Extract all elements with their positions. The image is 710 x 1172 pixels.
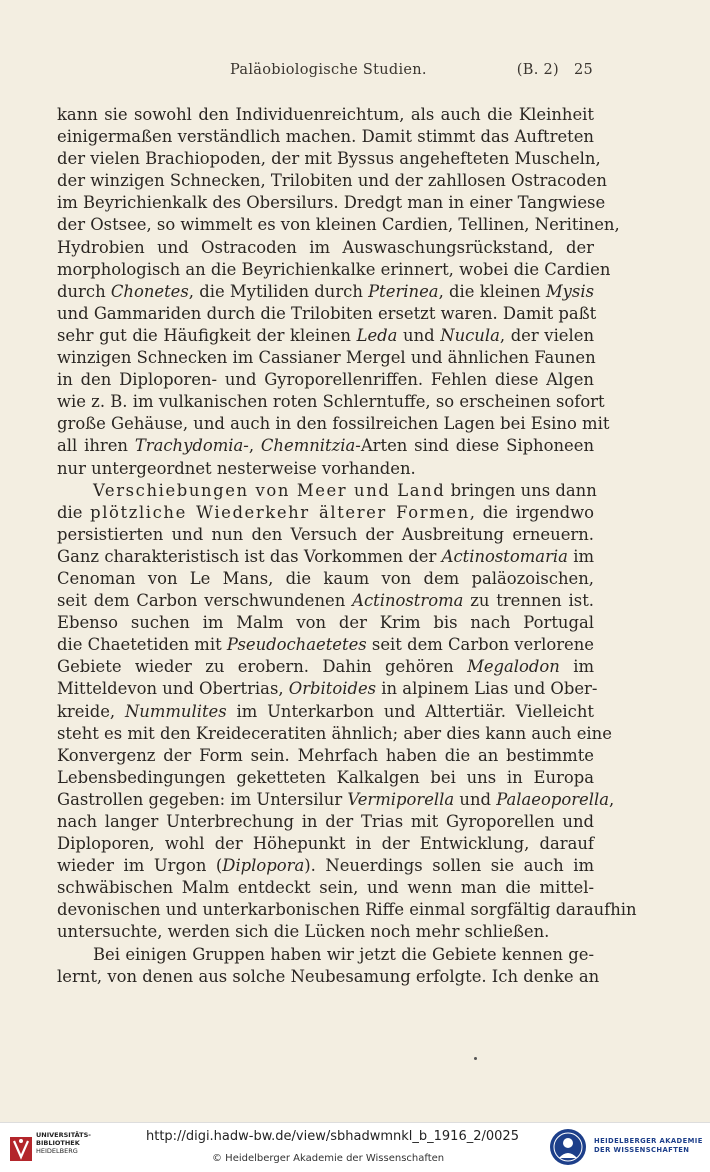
text-line — [57, 502, 594, 524]
text-run: im Beyrichienkalk des Obersilurs. Dredgt man in einer Tangwiese — [57, 193, 606, 213]
text-run: Konvergenz der Form sein. Mehrfach haben die an bestimmte — [57, 745, 594, 765]
text-run: wieder im Urgon ( — [57, 856, 223, 876]
text-line — [57, 723, 612, 745]
text-line — [57, 833, 594, 855]
viewer-footer — [0, 1122, 710, 1172]
text-line — [57, 480, 597, 502]
text-run: Diploporen, wohl der Höhepunkt in der Entwicklung, darauf — [57, 834, 594, 854]
text-run: einigermaßen verständlich machen. Damit stimmt das Auftreten — [57, 127, 594, 147]
text-line — [57, 789, 615, 811]
university-library-name: UNIVERSITÄTS- BIBLIOTHEK HEIDELBERG — [36, 1131, 91, 1155]
text-line — [57, 126, 594, 148]
text-run: nur untergeordnet nesterweise vorhanden. — [57, 458, 416, 478]
text-run: und — [454, 789, 497, 809]
text-line — [57, 524, 594, 546]
text-line — [57, 568, 594, 590]
text-run: zu trennen ist. — [463, 591, 594, 611]
text-run: der Ostsee, so wimmelt es von kleinen Cardien, Tellinen, Neritinen, — [57, 215, 620, 235]
text-run: durch — [57, 281, 111, 301]
taxon-name: Pterinea — [368, 281, 439, 301]
text-line — [57, 590, 594, 612]
text-line — [57, 148, 601, 170]
print-speck — [474, 1057, 477, 1060]
text-run: und Gammariden durch die Trilobiten ersetzt waren. Damit paßt — [57, 303, 597, 323]
text-run: , — [609, 789, 615, 809]
text-run: , die irgendwo — [469, 502, 594, 522]
text-line — [57, 966, 600, 988]
text-run: plötzliche Wiederkehr älterer Formen — [90, 502, 470, 522]
text-run: Gebiete wieder zu erobern. Dahin gehören — [57, 657, 468, 677]
academy-name: HEIDELBERGER AKADEMIE DER WISSENSCHAFTEN — [594, 1137, 703, 1154]
taxon-name: Megalodon — [467, 657, 560, 677]
page-number: 25 — [573, 62, 593, 78]
text-line — [57, 656, 594, 678]
permalink-url[interactable]: http://digi.hadw-bw.de/view/sbhadwmnkl_b_1916_2/0025 — [146, 1129, 519, 1144]
text-run: untersuchte, werden sich die Lücken noch mehr schließen. — [57, 922, 550, 942]
text-line — [57, 634, 594, 656]
text-line — [57, 458, 594, 480]
text-run: morphologisch an die Beyrichienkalke erinnert, wobei die Cardien — [57, 259, 611, 279]
text-line — [57, 303, 597, 325]
text-run: steht es mit den Kreideceratiten ähnlich; aber dies kann auch eine — [57, 723, 612, 743]
text-line — [57, 325, 594, 347]
text-line — [57, 944, 594, 966]
text-run: im — [567, 546, 594, 566]
text-line — [57, 811, 594, 833]
text-run: Ebenso suchen im Malm von der Krim bis nach Portugal — [57, 613, 594, 633]
text-run: und — [397, 325, 441, 345]
text-line — [57, 281, 594, 303]
taxon-name: Palaeoporella — [496, 789, 610, 809]
taxon-name: Pseudochaetetes — [226, 635, 367, 655]
taxon-name: Actinostomaria — [441, 546, 568, 566]
text-run: lernt, von denen aus solche Neubesamung erfolgte. Ich denke an — [57, 966, 600, 986]
taxon-name: Chonetes — [110, 281, 189, 301]
text-line — [57, 192, 606, 214]
text-line — [57, 413, 610, 435]
text-run: Arten sind diese Siphoneen — [360, 436, 594, 456]
text-line — [57, 877, 594, 899]
text-run: winzigen Schnecken im Cassianer Mergel und ähnlichen Faunen — [57, 348, 596, 368]
text-line — [57, 214, 620, 236]
taxon-name: Mysis — [545, 281, 594, 301]
text-run: Mitteldevon und Obertrias, — [57, 679, 289, 699]
text-run: kann sie sowohl den Individuenreichtum, als auch die Kleinheit — [57, 105, 594, 124]
copyright-notice: © Heidelberger Akademie der Wissenschaften — [212, 1153, 445, 1164]
text-line — [57, 612, 594, 634]
text-run: ). Neuerdings sollen sie auch im — [304, 856, 594, 876]
body-text — [57, 104, 637, 988]
text-line — [57, 899, 637, 921]
text-run: schwäbischen Malm entdeckt sein, und wenn man die mittel- — [57, 878, 594, 898]
text-run: große Gehäuse, und auch in den fossilreichen Lagen bei Esino mit — [57, 414, 610, 434]
taxon-name: Actinostroma — [352, 591, 464, 611]
text-run: Ganz charakteristisch ist das Vorkommen der — [57, 546, 442, 566]
taxon-name: Vermiporella — [347, 789, 455, 809]
text-line — [57, 391, 605, 413]
text-run: kreide, — [57, 701, 125, 721]
taxon-name: Chemnitzia- — [260, 436, 361, 456]
taxon-name: Nummulites — [124, 701, 227, 721]
text-run: seit dem Carbon verlorene — [366, 635, 594, 655]
text-run: , die kleinen — [438, 281, 546, 301]
text-line — [57, 546, 594, 568]
text-line — [57, 170, 607, 192]
text-run: in alpinem Lias und Ober- — [376, 679, 598, 699]
text-line — [57, 259, 611, 281]
text-run: persistierten und nun den Versuch der Ausbreitung erneuern. — [57, 524, 594, 544]
text-line — [57, 921, 594, 943]
taxon-name: Nucula — [440, 325, 500, 345]
text-run: in den Diploporen- und Gyroporellenriffen. Fehlen diese Algen — [57, 370, 594, 390]
section-reference: (B. 2) — [516, 62, 559, 78]
taxon-name: Leda — [356, 325, 398, 345]
taxon-name: Orbitoides — [288, 679, 377, 699]
text-run: Hydrobien und Ostracoden im Auswaschungsrückstand, der — [57, 237, 594, 257]
text-line — [57, 435, 594, 457]
taxon-name: Trachydomia- — [134, 436, 249, 456]
text-run: devonischen und unterkarbonischen Riffe einmal sorgfältig daraufhin — [57, 900, 637, 920]
text-run: der winzigen Schnecken, Trilobiten und der zahllosen Ostracoden — [57, 171, 607, 191]
text-run: bringen uns dann — [445, 480, 597, 500]
text-line — [57, 855, 594, 877]
text-run: im — [559, 657, 594, 677]
text-run: die — [57, 502, 91, 522]
text-run: Lebensbedingungen geketteten Kalkalgen bei uns in Europa — [57, 767, 594, 787]
text-run: , der vielen — [499, 325, 595, 345]
text-run: , die Mytiliden durch — [188, 281, 369, 301]
running-title: Paläobiologische Studien. — [230, 62, 427, 78]
text-run: Bei einigen Gruppen haben wir jetzt die Gebiete kennen ge- — [93, 944, 594, 964]
taxon-name: Diplopora — [222, 856, 305, 876]
text-run: die Chaetetiden mit — [57, 635, 227, 655]
text-run: im Unterkarbon und Alttertiär. Vielleicht — [226, 701, 594, 721]
text-line — [57, 347, 594, 369]
text-line — [57, 745, 594, 767]
text-run: seit dem Carbon verschwundenen — [57, 591, 353, 611]
text-run: Cenoman von Le Mans, die kaum von dem paläozoischen, — [57, 568, 594, 588]
text-run: Gastrollen gegeben: im Untersilur — [57, 789, 348, 809]
text-run: der vielen Brachiopoden, der mit Byssus angehefteten Muscheln, — [57, 149, 601, 169]
text-run: sehr gut die Häufigkeit der kleinen — [57, 325, 357, 345]
text-line — [57, 701, 594, 723]
text-line — [57, 237, 594, 259]
text-run: Verschiebungen von Meer und Land — [93, 480, 446, 500]
text-run: , — [248, 436, 261, 456]
text-run: all ihren — [57, 436, 135, 456]
text-line — [57, 678, 598, 700]
text-line — [57, 369, 594, 391]
academy-seal-icon — [548, 1126, 588, 1168]
text-line — [57, 104, 594, 126]
text-run: nach langer Unterbrechung in der Trias mit Gyroporellen und — [57, 812, 594, 831]
running-head — [58, 62, 593, 84]
text-run: wie z. B. im vulkanischen roten Schlerntuffe, so erscheinen sofort — [57, 392, 605, 412]
text-line — [57, 767, 594, 789]
